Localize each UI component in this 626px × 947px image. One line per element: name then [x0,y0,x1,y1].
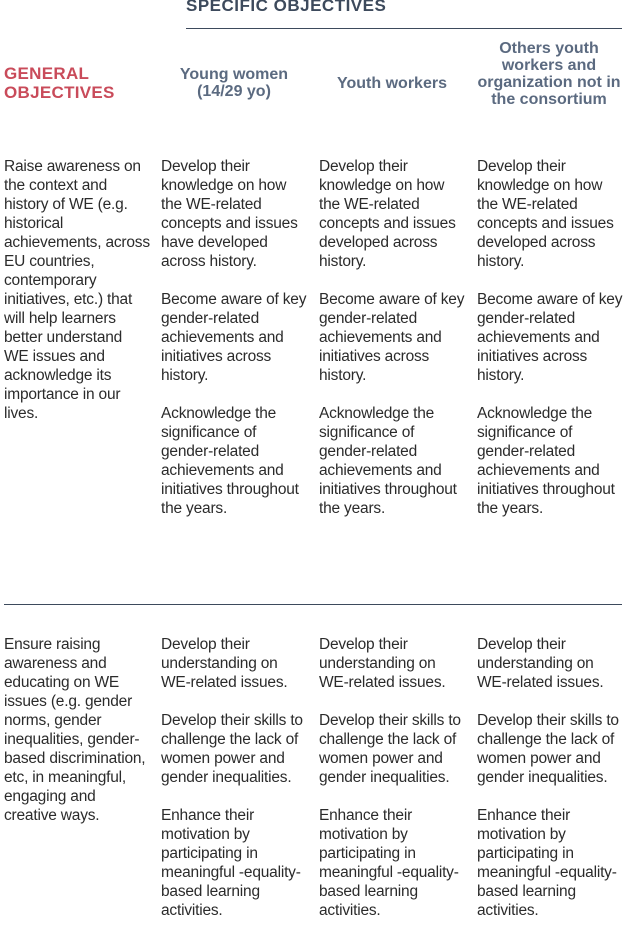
row-1-general-objective: Raise awareness on the context and history of WE (e.g. historical achievements, across EU countries, contemporary initiatives, etc.) that will help learners better understand WE issues and acknowledge its importance in our lives. [4,158,150,422]
column-header-youth-workers: Youth workers [337,75,447,92]
objective-item: Develop their understanding on WE-related issues. [477,636,604,691]
column-header-other-youth-workers: Others youth workers and organization not in the consortium [477,40,621,108]
general-objectives-heading: GENERAL OBJECTIVES [4,64,115,102]
row-divider [4,604,622,605]
row-1-young-women-objectives [161,157,309,518]
row-2-young-women-objectives [161,635,309,920]
objective-item: Enhance their motivation by participating in meaningful -equality-based learning activities. [477,807,617,919]
specific-objectives-heading: SPECIFIC OBJECTIVES [186,0,387,15]
objective-item: Become aware of key gender-related achievements and initiatives across history. [161,291,307,384]
objective-item: Develop their knowledge on how the WE-related concepts and issues have developed across history. [161,158,298,270]
objective-item: Enhance their motivation by participating in meaningful -equality-based learning activities. [319,807,459,919]
objective-item: Enhance their motivation by participating in meaningful -equality-based learning activities. [161,807,301,919]
header-divider [186,28,622,29]
objective-item: Acknowledge the significance of gender-related achievements and initiatives throughout the years. [477,405,615,517]
objective-item: Develop their skills to challenge the lack of women power and gender inequalities. [319,712,461,786]
objective-item: Develop their understanding on WE-related issues. [161,636,288,691]
row-1-other-youth-workers-objectives [477,157,623,518]
objective-item: Acknowledge the significance of gender-related achievements and initiatives throughout the years. [319,405,457,517]
objective-item: Become aware of key gender-related achievements and initiatives across history. [477,291,623,384]
objective-item: Become aware of key gender-related achievements and initiatives across history. [319,291,465,384]
row-1-youth-workers-objectives [319,157,467,518]
objective-item: Develop their skills to challenge the lack of women power and gender inequalities. [161,712,303,786]
row-2-other-youth-workers-objectives [477,635,623,920]
row-2-youth-workers-objectives [319,635,467,920]
column-header-young-women: Young women (14/29 yo) [179,66,289,100]
row-2-general-objective: Ensure raising awareness and educating on WE issues (e.g. gender norms, gender inequalities, gender-based discrimination, etc, in meaningful, engaging and creative ways. [4,636,146,824]
objective-item: Acknowledge the significance of gender-related achievements and initiatives throughout the years. [161,405,299,517]
objective-item: Develop their knowledge on how the WE-related concepts and issues developed across history. [477,158,614,270]
objective-item: Develop their skills to challenge the lack of women power and gender inequalities. [477,712,619,786]
objective-item: Develop their knowledge on how the WE-related concepts and issues developed across history. [319,158,456,270]
objective-item: Develop their understanding on WE-related issues. [319,636,446,691]
